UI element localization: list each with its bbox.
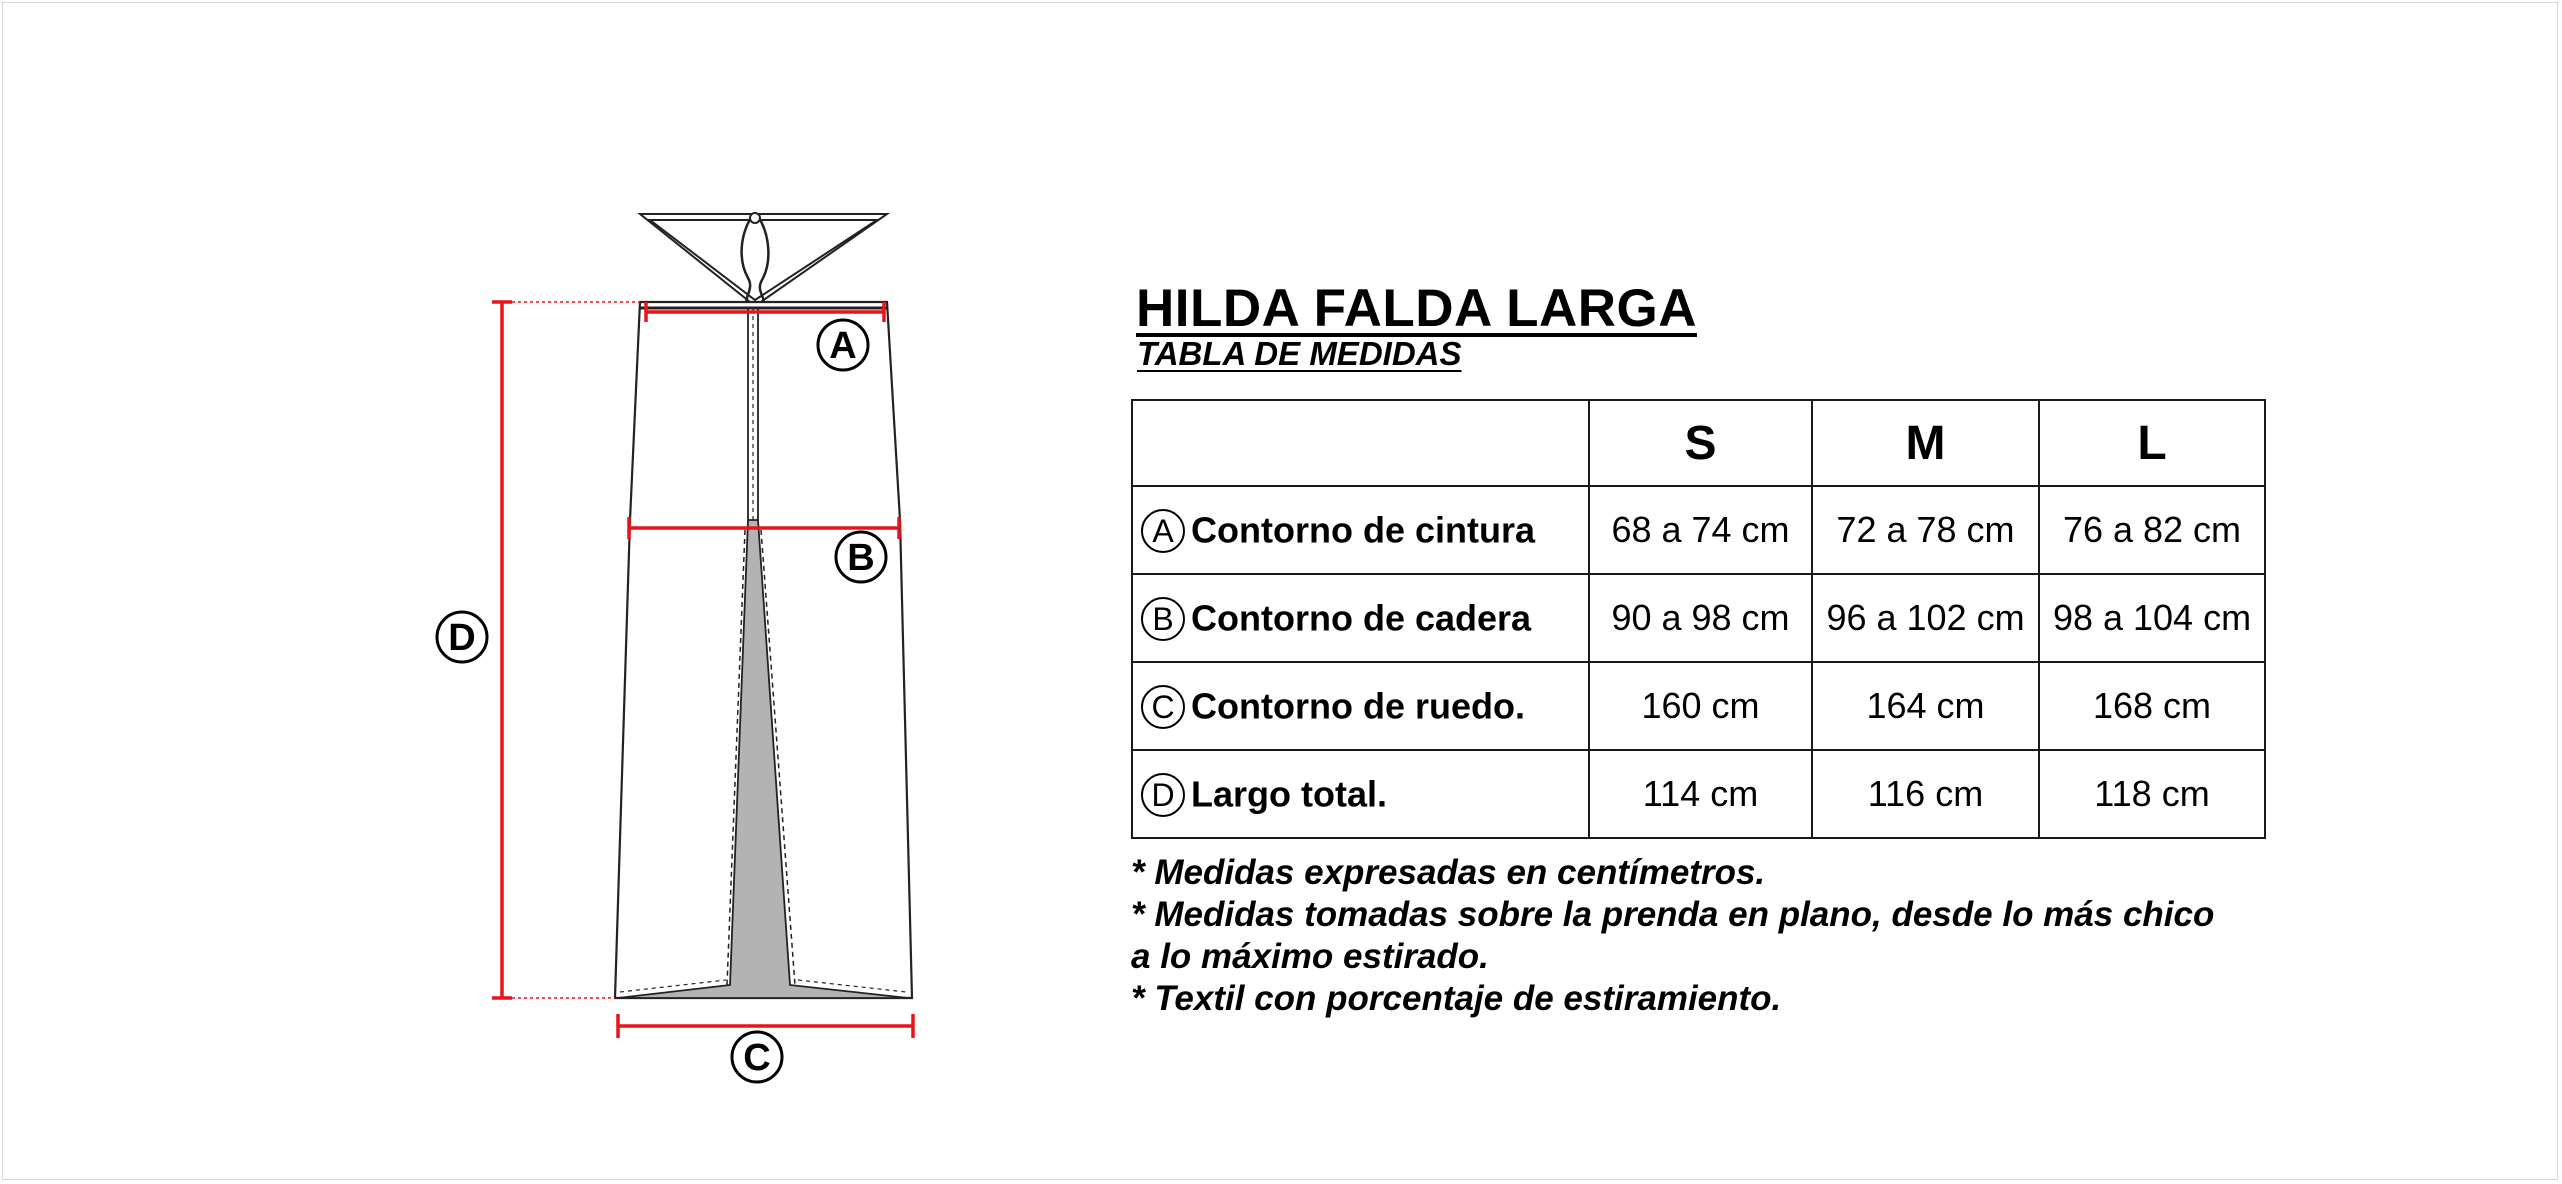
marker-d-badge: D bbox=[1141, 773, 1185, 817]
cell-l: 98 a 104 cm bbox=[2039, 574, 2265, 662]
cell-s: 114 cm bbox=[1589, 750, 1812, 838]
waistband-drawstring bbox=[640, 213, 887, 306]
row-label bbox=[1132, 574, 1589, 662]
row-label-text: Contorno de cadera bbox=[1191, 597, 1532, 639]
table-row bbox=[1132, 574, 2265, 662]
header-size-s: S bbox=[1589, 400, 1812, 486]
marker-a-badge: A bbox=[1141, 509, 1185, 553]
cell-m: 116 cm bbox=[1812, 750, 2039, 838]
header-empty bbox=[1132, 400, 1589, 486]
cell-l: 168 cm bbox=[2039, 662, 2265, 750]
table-row bbox=[1132, 750, 2265, 838]
row-label bbox=[1132, 662, 1589, 750]
table-row bbox=[1132, 486, 2265, 574]
marker-a bbox=[818, 320, 868, 370]
note-line: * Medidas tomadas sobre la prenda en plano, desde lo más chico bbox=[1131, 895, 2215, 934]
row-label-text: Contorno de ruedo. bbox=[1191, 685, 1525, 727]
measurement-notes bbox=[1131, 852, 2391, 1020]
product-title: HILDA FALDA LARGA bbox=[1136, 279, 1698, 338]
marker-b bbox=[836, 532, 886, 582]
table-header-row bbox=[1132, 400, 2265, 486]
table-row bbox=[1132, 662, 2265, 750]
cell-l: 118 cm bbox=[2039, 750, 2265, 838]
cell-s: 68 a 74 cm bbox=[1589, 486, 1812, 574]
note-line: * Textil con porcentaje de estiramiento. bbox=[1131, 979, 1782, 1018]
note-line: * Medidas expresadas en centímetros. bbox=[1131, 853, 1766, 892]
row-label-text: Largo total. bbox=[1191, 773, 1387, 815]
marker-c-badge: C bbox=[1141, 685, 1185, 729]
svg-text:A: A bbox=[829, 325, 857, 367]
row-label-text: Contorno de cintura bbox=[1191, 509, 1535, 551]
cell-m: 96 a 102 cm bbox=[1812, 574, 2039, 662]
table-subtitle: TABLA DE MEDIDAS bbox=[1137, 335, 1462, 372]
header-size-m: M bbox=[1812, 400, 2039, 486]
skirt-outline bbox=[615, 302, 912, 998]
note-line: a lo máximo estirado. bbox=[1131, 937, 1489, 976]
cell-s: 90 a 98 cm bbox=[1589, 574, 1812, 662]
svg-text:C: C bbox=[743, 1037, 771, 1079]
skirt-diagram bbox=[0, 0, 1100, 1184]
cell-m: 164 cm bbox=[1812, 662, 2039, 750]
row-label bbox=[1132, 750, 1589, 838]
row-label bbox=[1132, 486, 1589, 574]
marker-b-badge: B bbox=[1141, 597, 1185, 641]
marker-c bbox=[732, 1032, 782, 1082]
cell-m: 72 a 78 cm bbox=[1812, 486, 2039, 574]
svg-text:B: B bbox=[847, 537, 875, 579]
header-size-l: L bbox=[2039, 400, 2265, 486]
size-table bbox=[1131, 399, 2266, 839]
cell-l: 76 a 82 cm bbox=[2039, 486, 2265, 574]
cell-s: 160 cm bbox=[1589, 662, 1812, 750]
marker-d bbox=[437, 612, 487, 662]
svg-text:D: D bbox=[448, 617, 476, 659]
